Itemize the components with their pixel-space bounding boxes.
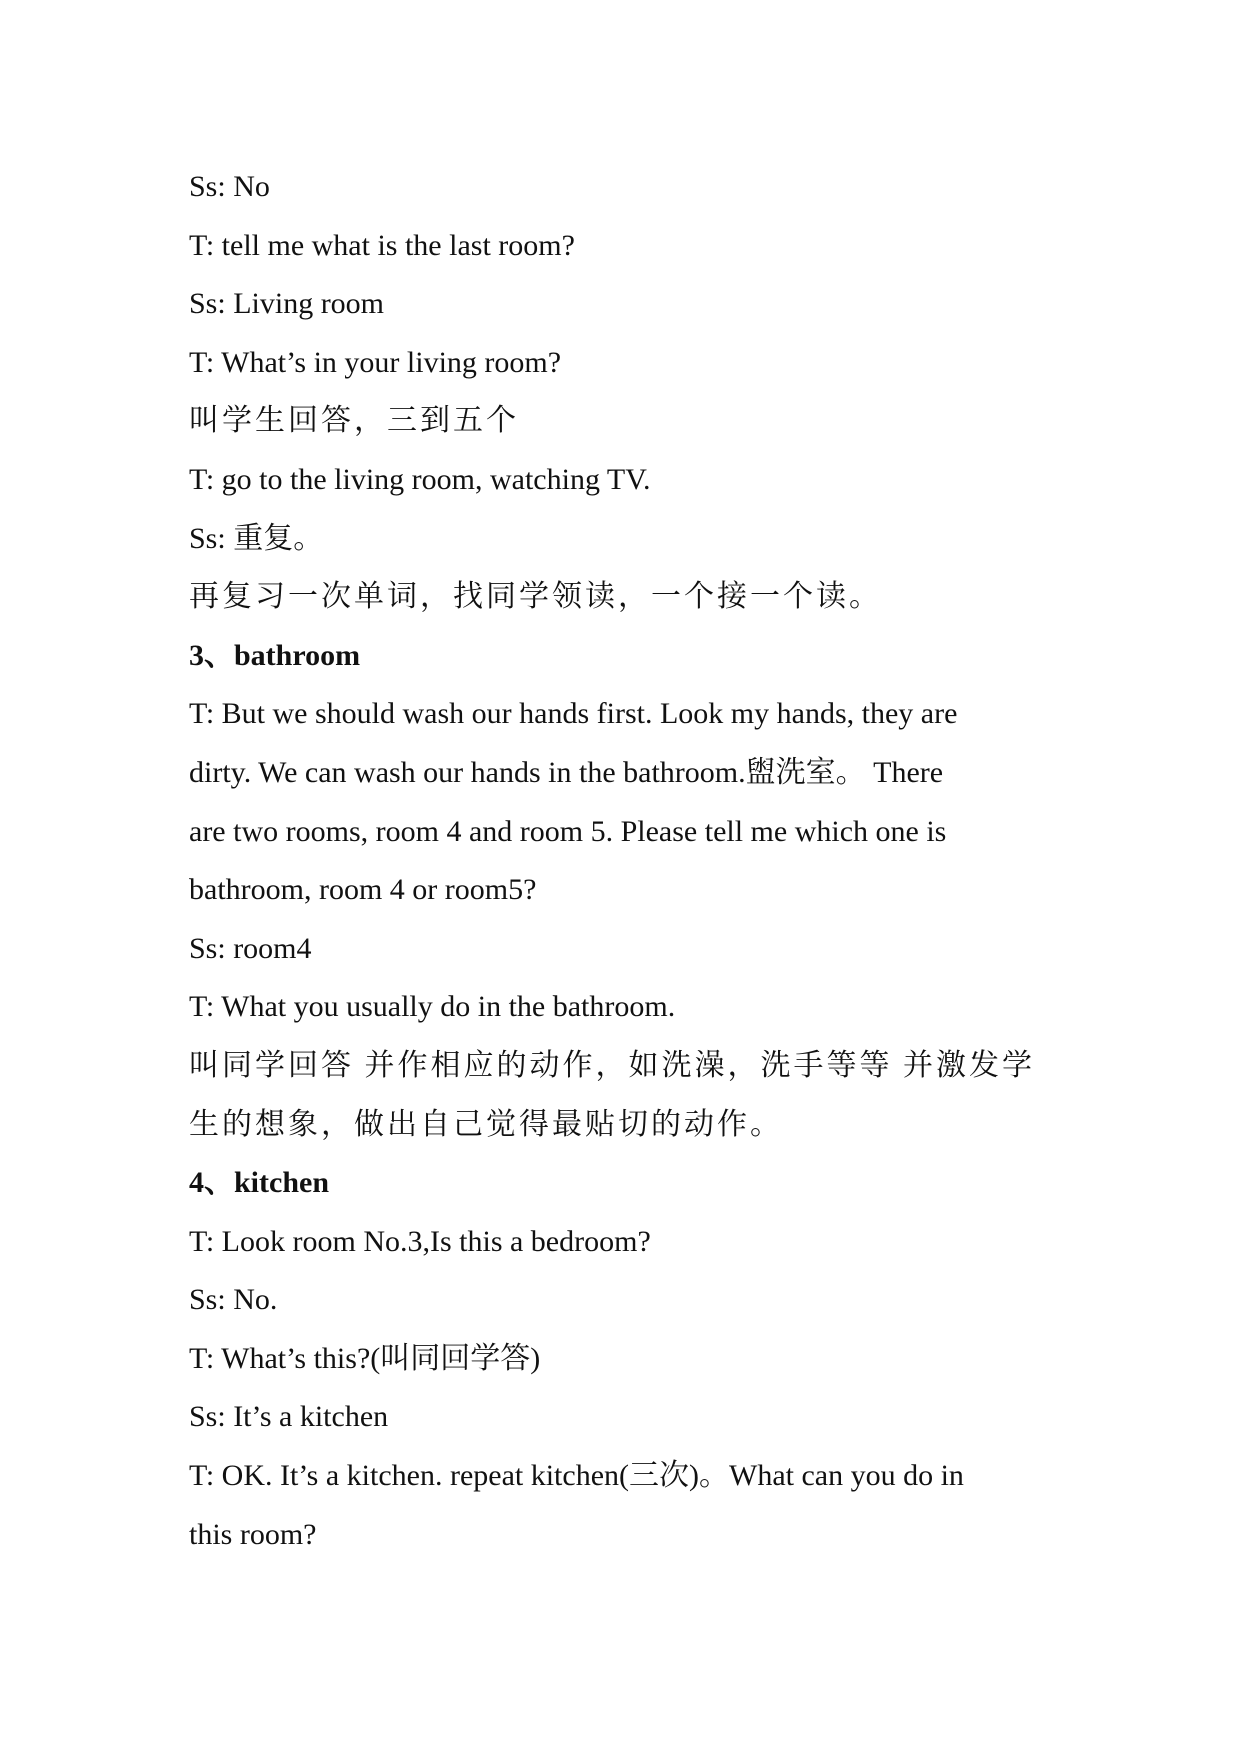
instruction-note: 叫学生回答，三到五个 — [189, 404, 519, 438]
dialogue-line: this room? — [189, 1517, 317, 1551]
dialogue-line: Ss: No. — [189, 1283, 278, 1317]
dialogue-line: T: What’s in your living room? — [189, 345, 562, 379]
dialogue-line: Ss: room4 — [189, 931, 312, 965]
dialogue-line: Ss: 重复。 — [189, 521, 324, 555]
dialogue-line: T: But we should wash our hands first. Look my hands, they are — [189, 697, 958, 731]
dialogue-line: bathroom, room 4 or room5? — [189, 873, 537, 907]
dialogue-line: T: What you usually do in the bathroom. — [189, 990, 676, 1024]
dialogue-line: Ss: It’s a kitchen — [189, 1400, 389, 1434]
instruction-note: 再复习一次单词，找同学领读，一个接一个读。 — [189, 580, 882, 614]
dialogue-line: T: What’s this?(叫同回学答) — [189, 1341, 541, 1375]
instruction-note: 生的想象，做出自己觉得最贴切的动作。 — [189, 1107, 783, 1141]
dialogue-line: T: go to the living room, watching TV. — [189, 462, 651, 496]
dialogue-line: are two rooms, room 4 and room 5. Please tell me which one is — [189, 814, 947, 848]
instruction-note: 叫同学回答 并作相应的动作，如洗澡，洗手等等 并激发学 — [189, 1048, 1035, 1082]
section-heading-bathroom: 3、bathroom — [189, 638, 361, 672]
dialogue-line: T: tell me what is the last room? — [189, 228, 575, 262]
dialogue-line: T: Look room No.3,Is this a bedroom? — [189, 1224, 651, 1258]
dialogue-line: Ss: Living room — [189, 287, 385, 321]
section-heading-kitchen: 4、kitchen — [189, 1166, 330, 1200]
dialogue-line: dirty. We can wash our hands in the bathroom.盥洗室。 There — [189, 755, 944, 789]
document-body — [189, 158, 1069, 1564]
dialogue-line: T: OK. It’s a kitchen. repeat kitchen(三次)。What can you do in — [189, 1459, 964, 1493]
dialogue-line: Ss: No — [189, 170, 270, 203]
